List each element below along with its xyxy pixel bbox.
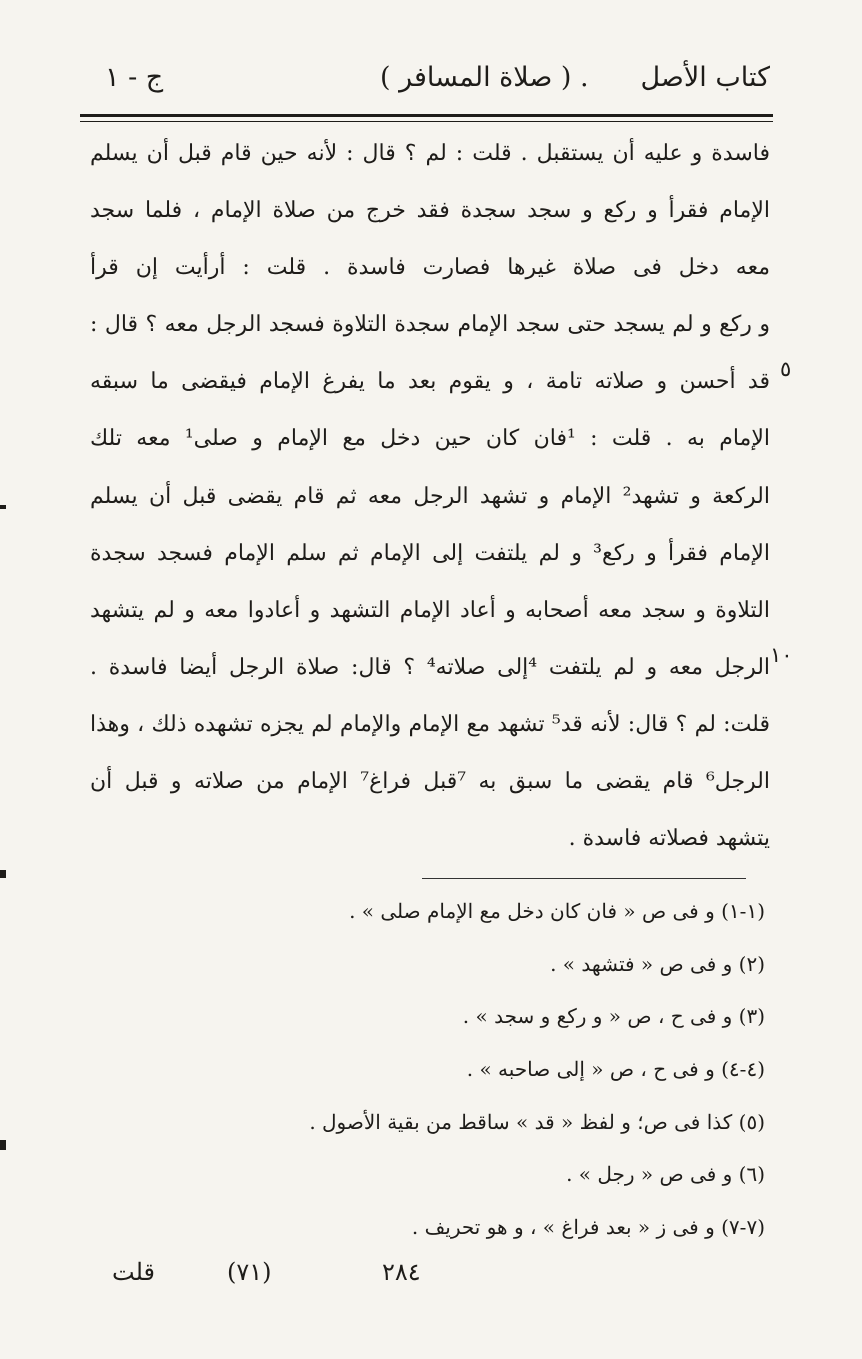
text-line: قلت: لم ؟ قال: لأنه قد⁵ تشهد مع الإمام والإمام لم يجزه تشهده ذلك ، وهذا bbox=[90, 711, 770, 737]
text-line: الإمام فقرأ و ركع³ و لم يلتفت إلى الإمام ثم سلم الإمام فسجد سجدة bbox=[90, 540, 770, 566]
footnote: (٣) و فى ح ، ص « و ركع و سجد » . bbox=[462, 1004, 765, 1029]
text-line: معه دخل فى صلاة غيرها فصارت فاسدة . قلت : أرأيت إن قرأ bbox=[90, 255, 770, 281]
section-title: . ( صلاة المسافر ) bbox=[380, 62, 589, 93]
text-line: يتشهد فصلاته فاسدة . bbox=[568, 826, 770, 852]
main-text bbox=[90, 125, 770, 867]
text-line: الإمام به . قلت : ¹فان كان حين دخل مع الإمام و صلى¹ معه تلك bbox=[90, 426, 770, 452]
footnote: (١-١) و فى ص « فان كان دخل مع الإمام صلى » . bbox=[349, 899, 765, 923]
text-line: و ركع و لم يسجد حتى سجد الإمام سجدة التلاوة فسجد الرجل معه ؟ قال : bbox=[90, 312, 770, 338]
text-line: التلاوة و سجد معه أصحابه و أعاد الإمام التشهد و أعادوا معه و لم يتشهد bbox=[90, 597, 770, 623]
text-line: الرجل معه و لم يلتفت ⁴إلى صلاته⁴ ؟ قال: صلاة الرجل أيضا فاسدة . bbox=[90, 654, 771, 680]
text-line: فاسدة و عليه أن يستقبل . قلت : لم ؟ قال : لأنه حين قام قبل أن يسلم bbox=[90, 141, 770, 166]
line-number: ١٠ bbox=[770, 643, 793, 667]
signature-mark: (٧١) bbox=[227, 1258, 272, 1286]
footnote: (٢) و فى ص « فتشهد » . bbox=[550, 951, 765, 976]
footnote: (٤-٤) و فى ح ، ص « إلى صاحبه » . bbox=[466, 1057, 765, 1082]
text-line: قد أحسن و صلاته تامة ، و يقوم بعد ما يفرغ الإمام فيقضى ما سبقه bbox=[90, 369, 770, 395]
header-rule-thick bbox=[80, 114, 773, 117]
text-line: الإمام فقرأ و ركع و سجد سجدة فقد خرج من صلاة الإمام ، فلما سجد bbox=[90, 198, 770, 224]
margin-mark bbox=[0, 1140, 6, 1150]
book-title: كتاب الأصل bbox=[640, 62, 770, 93]
footnote-separator bbox=[422, 878, 746, 879]
footnote: (٦) و فى ص « رجل » . bbox=[566, 1162, 765, 1187]
catchword: قلت bbox=[112, 1258, 155, 1286]
header-rule-thin bbox=[80, 121, 773, 122]
margin-mark bbox=[0, 505, 6, 509]
running-header bbox=[80, 58, 770, 106]
line-number: ٥ bbox=[780, 357, 792, 381]
footnotes bbox=[250, 885, 765, 1254]
volume-number: ج - ١ bbox=[105, 62, 164, 93]
footnote: (٥) كذا فى ص؛ و لفظ « قد » ساقط من بقية الأصول . bbox=[309, 1109, 765, 1134]
text-line: الرجل⁶ قام يقضى ما سبق به ⁷قبل فراغ⁷ الإمام من صلاته و قبل أن bbox=[90, 769, 770, 795]
page-footer bbox=[0, 1258, 862, 1298]
footnote: (٧-٧) و فى ز « بعد فراغ » ، و هو تحريف . bbox=[411, 1215, 765, 1240]
page-number: ٢٨٤ bbox=[382, 1258, 421, 1286]
margin-mark bbox=[0, 870, 6, 878]
text-line: الركعة و تشهد² الإمام و تشهد الرجل معه ثم قام يقضى قبل أن يسلم bbox=[90, 483, 770, 509]
